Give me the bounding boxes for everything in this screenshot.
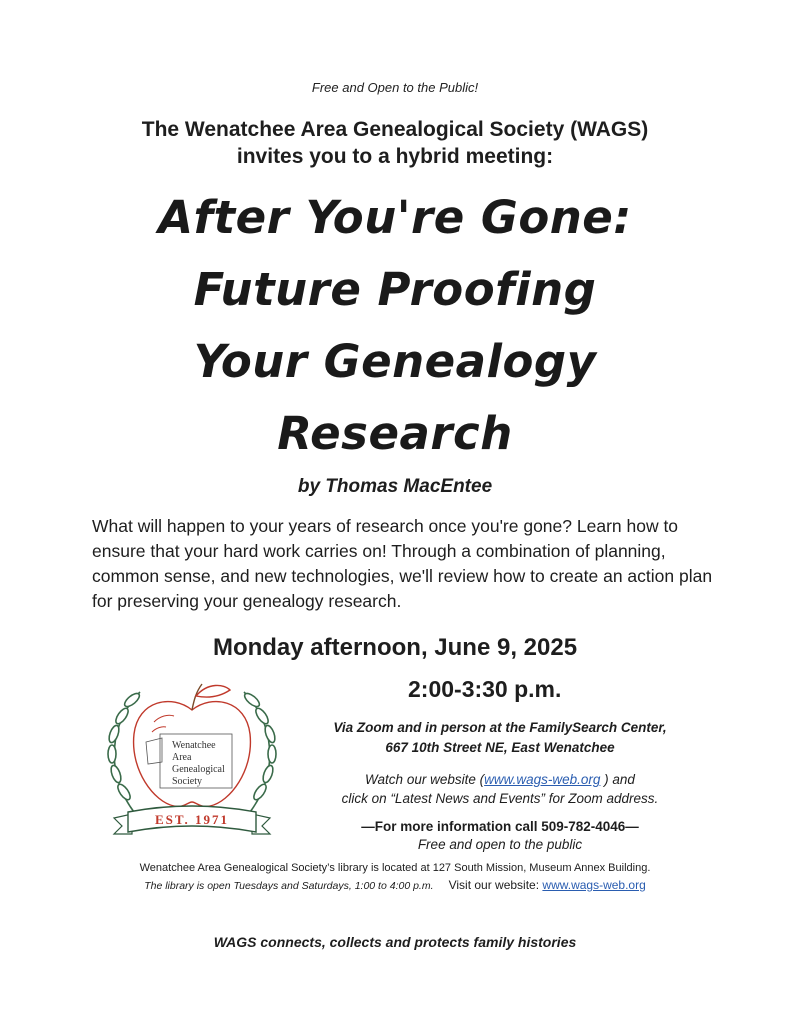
event-time: 2:00-3:30 p.m. — [408, 676, 562, 702]
library-hours: The library is open Tuesdays and Saturdays, 1:00 to 4:00 p.m. — [144, 880, 434, 892]
website-line-2: click on “Latest News and Events” for Zoom address. — [341, 791, 659, 806]
wags-tagline: WAGS connects, collects and protects family histories — [213, 934, 577, 950]
logo-text-1: Wenatchee — [172, 740, 216, 751]
contact-info — [300, 818, 700, 854]
website-post: ) and — [600, 772, 635, 787]
free-open-note: Free and open to the public — [417, 837, 583, 852]
logo-text-4: Society — [172, 776, 202, 787]
wags-logo — [92, 672, 292, 842]
location-line-1: Via Zoom and in person at the FamilySearch Center, — [333, 720, 667, 735]
event-location — [300, 718, 700, 758]
logo-text-3: Genealogical — [172, 764, 225, 775]
website-line-1 — [300, 770, 700, 789]
zoom-website-note — [300, 770, 700, 808]
title-line-1: After You're Gone: — [158, 191, 632, 244]
free-open-banner: Free and Open to the Public! — [311, 80, 479, 95]
title-line-2: Future Proofing — [193, 263, 597, 316]
logo-text-2: Area — [172, 752, 192, 763]
invitation-line-2: invites you to a hybrid meeting: — [236, 145, 554, 168]
library-hours-row — [0, 878, 790, 892]
invitation-heading — [0, 116, 790, 170]
title-line-3: Your Genealogy — [193, 335, 597, 388]
speaker-byline: by Thomas MacEntee — [297, 476, 493, 497]
phone-line: —For more information call 509-782-4046— — [361, 819, 639, 834]
logo-est-text: EST. 1971 — [154, 812, 230, 827]
location-line-2: 667 10th Street NE, East Wenatchee — [385, 740, 615, 755]
invitation-line-1: The Wenatchee Area Genealogical Society (WAGS) — [141, 118, 649, 141]
website-link[interactable]: www.wags-web.org — [484, 772, 601, 787]
event-date: Monday afternoon, June 9, 2025 — [212, 634, 578, 661]
title-line-4: Research — [277, 407, 513, 460]
event-description: What will happen to your years of research once you're gone? Learn how to ensure that your hard work carries on! Through a combination of planning, common sense, and new technologies, we'll review how to create an action plan for preserving your genealogy research. — [92, 516, 713, 611]
visit-website-link[interactable]: www.wags-web.org — [542, 878, 646, 892]
visit-label: Visit our website: — [448, 878, 543, 892]
website-pre: Watch our website ( — [365, 772, 485, 787]
visit-website — [449, 878, 646, 892]
event-title — [0, 182, 790, 470]
library-location: Wenatchee Area Genealogical Society’s library is located at 127 South Mission, Museum Annex Building. — [139, 862, 651, 874]
